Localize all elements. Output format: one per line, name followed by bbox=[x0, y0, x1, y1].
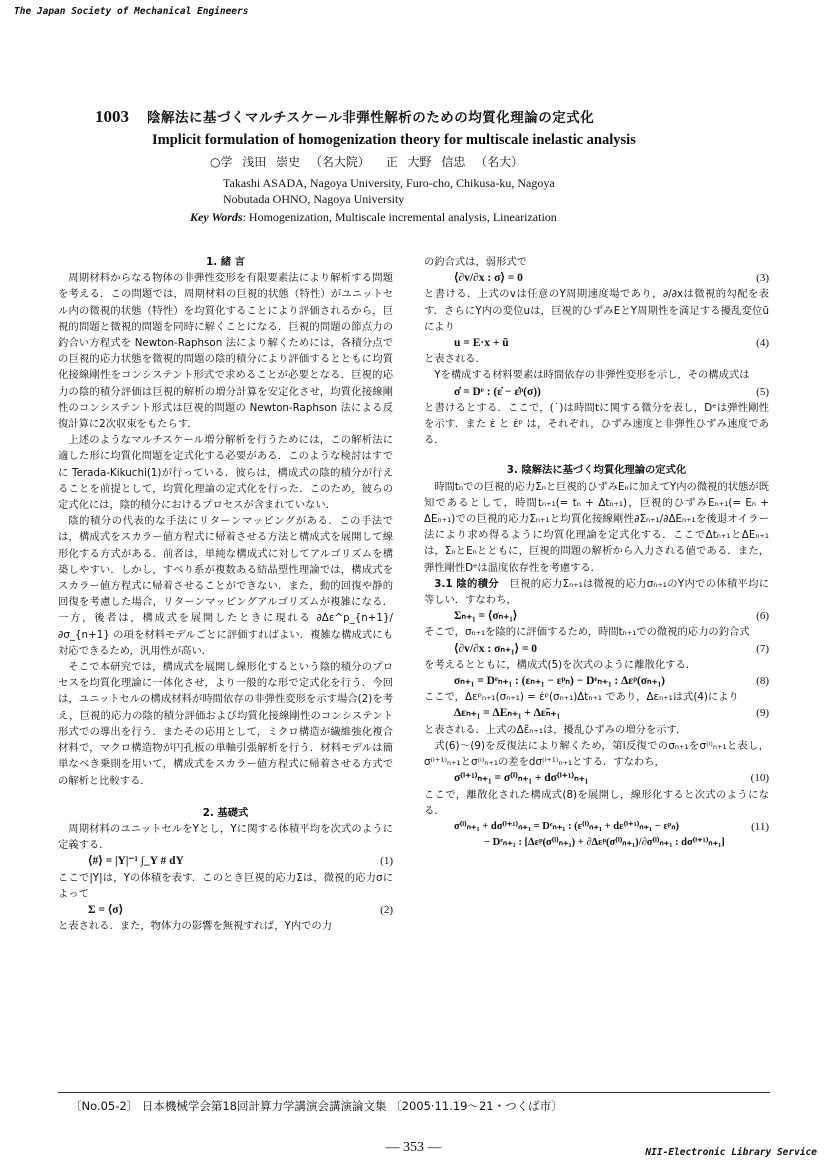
affiliation-1: Takashi ASADA, Nagoya University, Furo-cho, Chikusa-ku, Nagoya bbox=[223, 176, 555, 190]
equation-body: σ⁽ⁱ⁾ₙ₊₁ + dσ⁽ⁱ⁺¹⁾ₙ₊₁ = Dᵉₙ₊₁ : (ε⁽ⁱ⁾ₙ₊₁ + dε⁽ⁱ⁺¹⁾ₙ₊₁ − εᵖₙ) bbox=[454, 820, 680, 832]
section-heading: 3. 陰解法に基づく均質化理論の定式化 bbox=[506, 464, 687, 477]
keywords-label: Key Words bbox=[190, 210, 243, 224]
paragraph: と書けるとする．ここで，(˙)は時間tに関する微分を表し，Dᵉは弾性剛性を示す．また ε̇ と ε̇ᵖ は，それぞれ，ひずみ速度と非弾性ひずみ速度である． bbox=[424, 401, 769, 447]
equation-body: σ̇ = Dᵉ : (ε̇ − ε̇ᵖ(σ)) bbox=[454, 385, 541, 398]
equation bbox=[424, 770, 769, 786]
library-footer: NII-Electronic Library Service bbox=[645, 1147, 817, 1158]
paragraph: と表される．上式のΔε̃ₙ₊₁は，擾乱ひずみの増分を示す． bbox=[424, 723, 687, 736]
equation bbox=[424, 335, 769, 351]
equation-body: u = E·x + ũ bbox=[454, 337, 509, 350]
equation bbox=[58, 902, 393, 918]
equation-number: (2) bbox=[380, 903, 393, 916]
title-english: Implicit formulation of homogenization theory for multiscale inelastic analysis bbox=[152, 132, 636, 148]
equation-body: Σ = ⟨σ⟩ bbox=[88, 903, 124, 916]
section-heading: 1. 緒 言 bbox=[206, 256, 245, 268]
equation bbox=[424, 705, 769, 721]
footer-rule bbox=[58, 1092, 770, 1093]
equation-body: Σₙ₊₁ = ⟨σₙ₊₁⟩ bbox=[454, 610, 518, 623]
paragraph-text: 巨視的応力Σₙ₊₁は微視的応力σₙ₊₁のY内での体積平均に等しい．すなわち， bbox=[424, 577, 770, 607]
equation-number: (6) bbox=[756, 610, 769, 623]
equation-body: ⟨#⟩ = |Y|⁻¹ ∫_Y # dY bbox=[88, 855, 184, 868]
equation-number: (9) bbox=[756, 707, 769, 720]
keywords bbox=[190, 210, 557, 225]
equation bbox=[424, 641, 769, 657]
equation bbox=[424, 384, 769, 400]
paragraph: 式(6)〜(9)を反復法により解くため，第i反復でのσₙ₊₁をσ⁽ⁱ⁾ₙ₊₁と表し，σ⁽ⁱ⁺¹⁾ₙ₊₁とσ⁽ⁱ⁾ₙ₊₁の差をdσ⁽ⁱ⁺¹⁾ₙ₊₁とする．すなわち， bbox=[424, 739, 769, 769]
paragraph: と表される．また，物体力の影響を無視すれば，Y内での力 bbox=[58, 920, 333, 933]
equation-number: (10) bbox=[750, 772, 769, 785]
equation-body: ⟨∂v/∂x : σₙ₊₁⟩ = 0 bbox=[454, 642, 538, 655]
equation-continued bbox=[424, 835, 769, 851]
equation bbox=[424, 270, 769, 286]
equation bbox=[424, 673, 769, 689]
equation-body: ⟨∂v/∂x : σ⟩ = 0 bbox=[454, 272, 523, 285]
paragraph: そこで，σₙ₊₁を陰的に評価するため，時間tₙ₊₁での微視的応力の釣合式 bbox=[424, 626, 750, 639]
paragraph: ここで，Δεᵖₙ₊₁(σₙ₊₁) = ε̇ᵖ(σₙ₊₁)Δtₙ₊₁ であり，Δεₙ₊₁は式(4)により bbox=[424, 691, 739, 704]
paragraph: 上述のようなマルチスケール増分解析を行うためには，この解析法に適した形に均質化問題を定式化する必要がある．このような検討はすでに Terada-Kikuchi(1)が行っている．彼らは，構成式の陰的積分が行えることを前提として，均質化理論の定式化を行った．このため，彼らの定式化には，陰的積分におけるプロセスが含まれていない． bbox=[58, 434, 393, 512]
paragraph: 周期材料のユニットセルをYとし，Yに関する体積平均を次式のように定義する． bbox=[58, 822, 393, 852]
title-japanese: 陰解法に基づくマルチスケール非弾性解析のための均質化理論の定式化 bbox=[147, 110, 595, 126]
paper-number: 1003 bbox=[95, 107, 129, 126]
section-heading: 2. 基礎式 bbox=[202, 806, 249, 819]
paragraph: そこで本研究では，構成式を展開し線形化するという陰的積分のプロセスを均質化理論に一体化させ，より一般的な形で定式化を行う．今回は，ユニットセルの構成材料が時間依存の非弾性変形を示す場合(2)を考え，巨視的応力の陰的積分評価および均質化接線剛性のコンシステント形式での導出を行う．またその応用として，ミクロ構造が繊維強化複合材料で，マクロ構造物が円孔板の単軸引張解析を行う．材料モデルは簡単なべき乗則を用いて，構成式をスカラー値方程式に帰着させる方式での解析と比較する． bbox=[58, 661, 393, 787]
left-column bbox=[58, 254, 393, 934]
paragraph: Yを構成する材料要素は時間依存の非弾性変形を示し，その構成式は bbox=[434, 369, 750, 382]
paragraph: と書ける．上式のvは任意のY周期速度場であり，∂/∂xは微視的勾配を表す．さらにY内の変位uは，巨視的ひずみEとY周期性を満足する擾乱変位ũにより bbox=[424, 288, 769, 333]
paragraph: と表される． bbox=[424, 353, 486, 366]
paragraph: 陰的積分の代表的な手法にリターンマッピングがある．この手法では，構成式をスカラー値方程式に帰着させる方法と構成式を展開して線形化する方式がある．前者は，単純な構成式に対してアルゴリズムを構築しやすい．しかし，すべり系が複数ある結晶塑性理論では，構成式をスカラー値方程式に帰着させることができない．また，動的回復や静的回復を考慮した場合，リターンマッピングアルゴリズムが複雑になる．一方，後者は，構成式を展開したときに現れる ∂Δε^p_{n+1}/∂σ_{n+1} の項を材料モデルごとに評価すればよい．複雑な構成式にも対応できるため，汎用性が高い． bbox=[58, 515, 393, 657]
equation-body: − Dᵉₙ₊₁ : [Δεᵖ(σ⁽ⁱ⁾ₙ₊₁) + ∂Δεᵖ(σ⁽ⁱ⁾ₙ₊₁)/∂σ⁽ⁱ⁾ₙ₊₁ : dσ⁽ⁱ⁺¹⁾ₙ₊₁] bbox=[484, 837, 725, 849]
equation-body: σ⁽ⁱ⁺¹⁾ₙ₊₁ = σ⁽ⁱ⁾ₙ₊₁ + dσ⁽ⁱ⁺¹⁾ₙ₊₁ bbox=[454, 772, 589, 785]
title-row bbox=[95, 106, 735, 127]
paragraph: の釣合式は，弱形式で bbox=[424, 256, 527, 268]
equation-number: (7) bbox=[756, 642, 769, 655]
equation-number: (1) bbox=[380, 855, 393, 868]
paragraph: ここで|Y|は，Yの体積を表す．このとき巨視的応力Σは，微視的応力σによって bbox=[58, 871, 393, 900]
right-column bbox=[424, 254, 769, 851]
paragraph: ここで，離散化された構成式(8)を展開し，線形化すると次式のようになる． bbox=[424, 788, 769, 817]
equation-body: σₙ₊₁ = Dᵉₙ₊₁ : (εₙ₊₁ − εᵖₙ) − Dᵉₙ₊₁ : Δεᵖ(σₙ₊₁) bbox=[454, 675, 665, 688]
equation-number: (11) bbox=[751, 820, 769, 833]
equation-number: (3) bbox=[756, 272, 769, 285]
equation bbox=[58, 853, 393, 869]
keywords-text: : Homogenization, Multiscale incremental analysis, Linearization bbox=[242, 210, 557, 224]
equation-number: (4) bbox=[756, 337, 769, 350]
paragraph: を考えるとともに，構成式(5)を次式のように離散化する． bbox=[424, 658, 697, 671]
paragraph: 時間tₙでの巨視的応力Σₙと巨視的ひずみEₙに加えてY内の微視的状態が既知であるとして，時間tₙ₊₁(= tₙ + Δtₙ₊₁)，巨視的ひずみEₙ₊₁(= Eₙ + ΔEₙ₊₁)での巨視的応力Σₙ₊₁と均質化接線剛性∂Σₙ₊₁/∂ΔEₙ₊₁を後退オイラー法により求め得るように均質化理論を定式化する．ここでΔtₙ₊₁とΔEₙ₊₁は，ΣₙとEₙとともに，巨視的問題の解析から入力される値である．また，弾性剛性Dᵉは温度依存性を考慮する． bbox=[424, 480, 769, 574]
equation-number: (8) bbox=[756, 675, 769, 688]
paragraph: 周期材料からなる物体の非弾性変形を有限要素法により解析する問題を考える．この問題では，周期材料の巨視的状態（特性）がユニットセル内の微視的状態（特性）を均質化することにより評価されるから，巨視的問題と微視的問題を同時に解くことになる．巨視的問題の節点力の釣合い方程式を Newton-Raphson 法により解くためには，各積分点での巨視的応力状態を微視的問題の陰的積分により評価するとともに均質化接線剛性をコンシステント形式で求めることが必要となる．巨視的応力の陰的積分評価は巨視的解析の増分計算を安定化させ，均質化接線剛性のコンシステント形式は巨視的問題の Newton-Raphson 法による反復計算に2次収束をもたらす． bbox=[58, 272, 393, 431]
authors: ○学 浅田 崇史 （名大院） 正 大野 信忠 （名大） bbox=[210, 155, 524, 169]
affiliation-2: Nobutada OHNO, Nagoya University bbox=[223, 192, 405, 206]
equation bbox=[424, 608, 769, 624]
equation-number: (5) bbox=[756, 385, 769, 398]
paragraph bbox=[424, 576, 769, 608]
journal-header: The Japan Society of Mechanical Engineers bbox=[14, 6, 249, 17]
page-number: — 353 — bbox=[385, 1140, 442, 1155]
subsection-heading: 3.1 陰的積分 bbox=[434, 577, 499, 590]
equation bbox=[424, 819, 769, 835]
conference-citation: 〔No.05-2〕 日本機械学会第18回計算力学講演会講演論文集 〔2005·11.19〜21・つくば市〕 bbox=[70, 1099, 563, 1113]
equation-body: Δεₙ₊₁ = ΔEₙ₊₁ + Δε̃ₙ₊₁ bbox=[454, 707, 561, 720]
